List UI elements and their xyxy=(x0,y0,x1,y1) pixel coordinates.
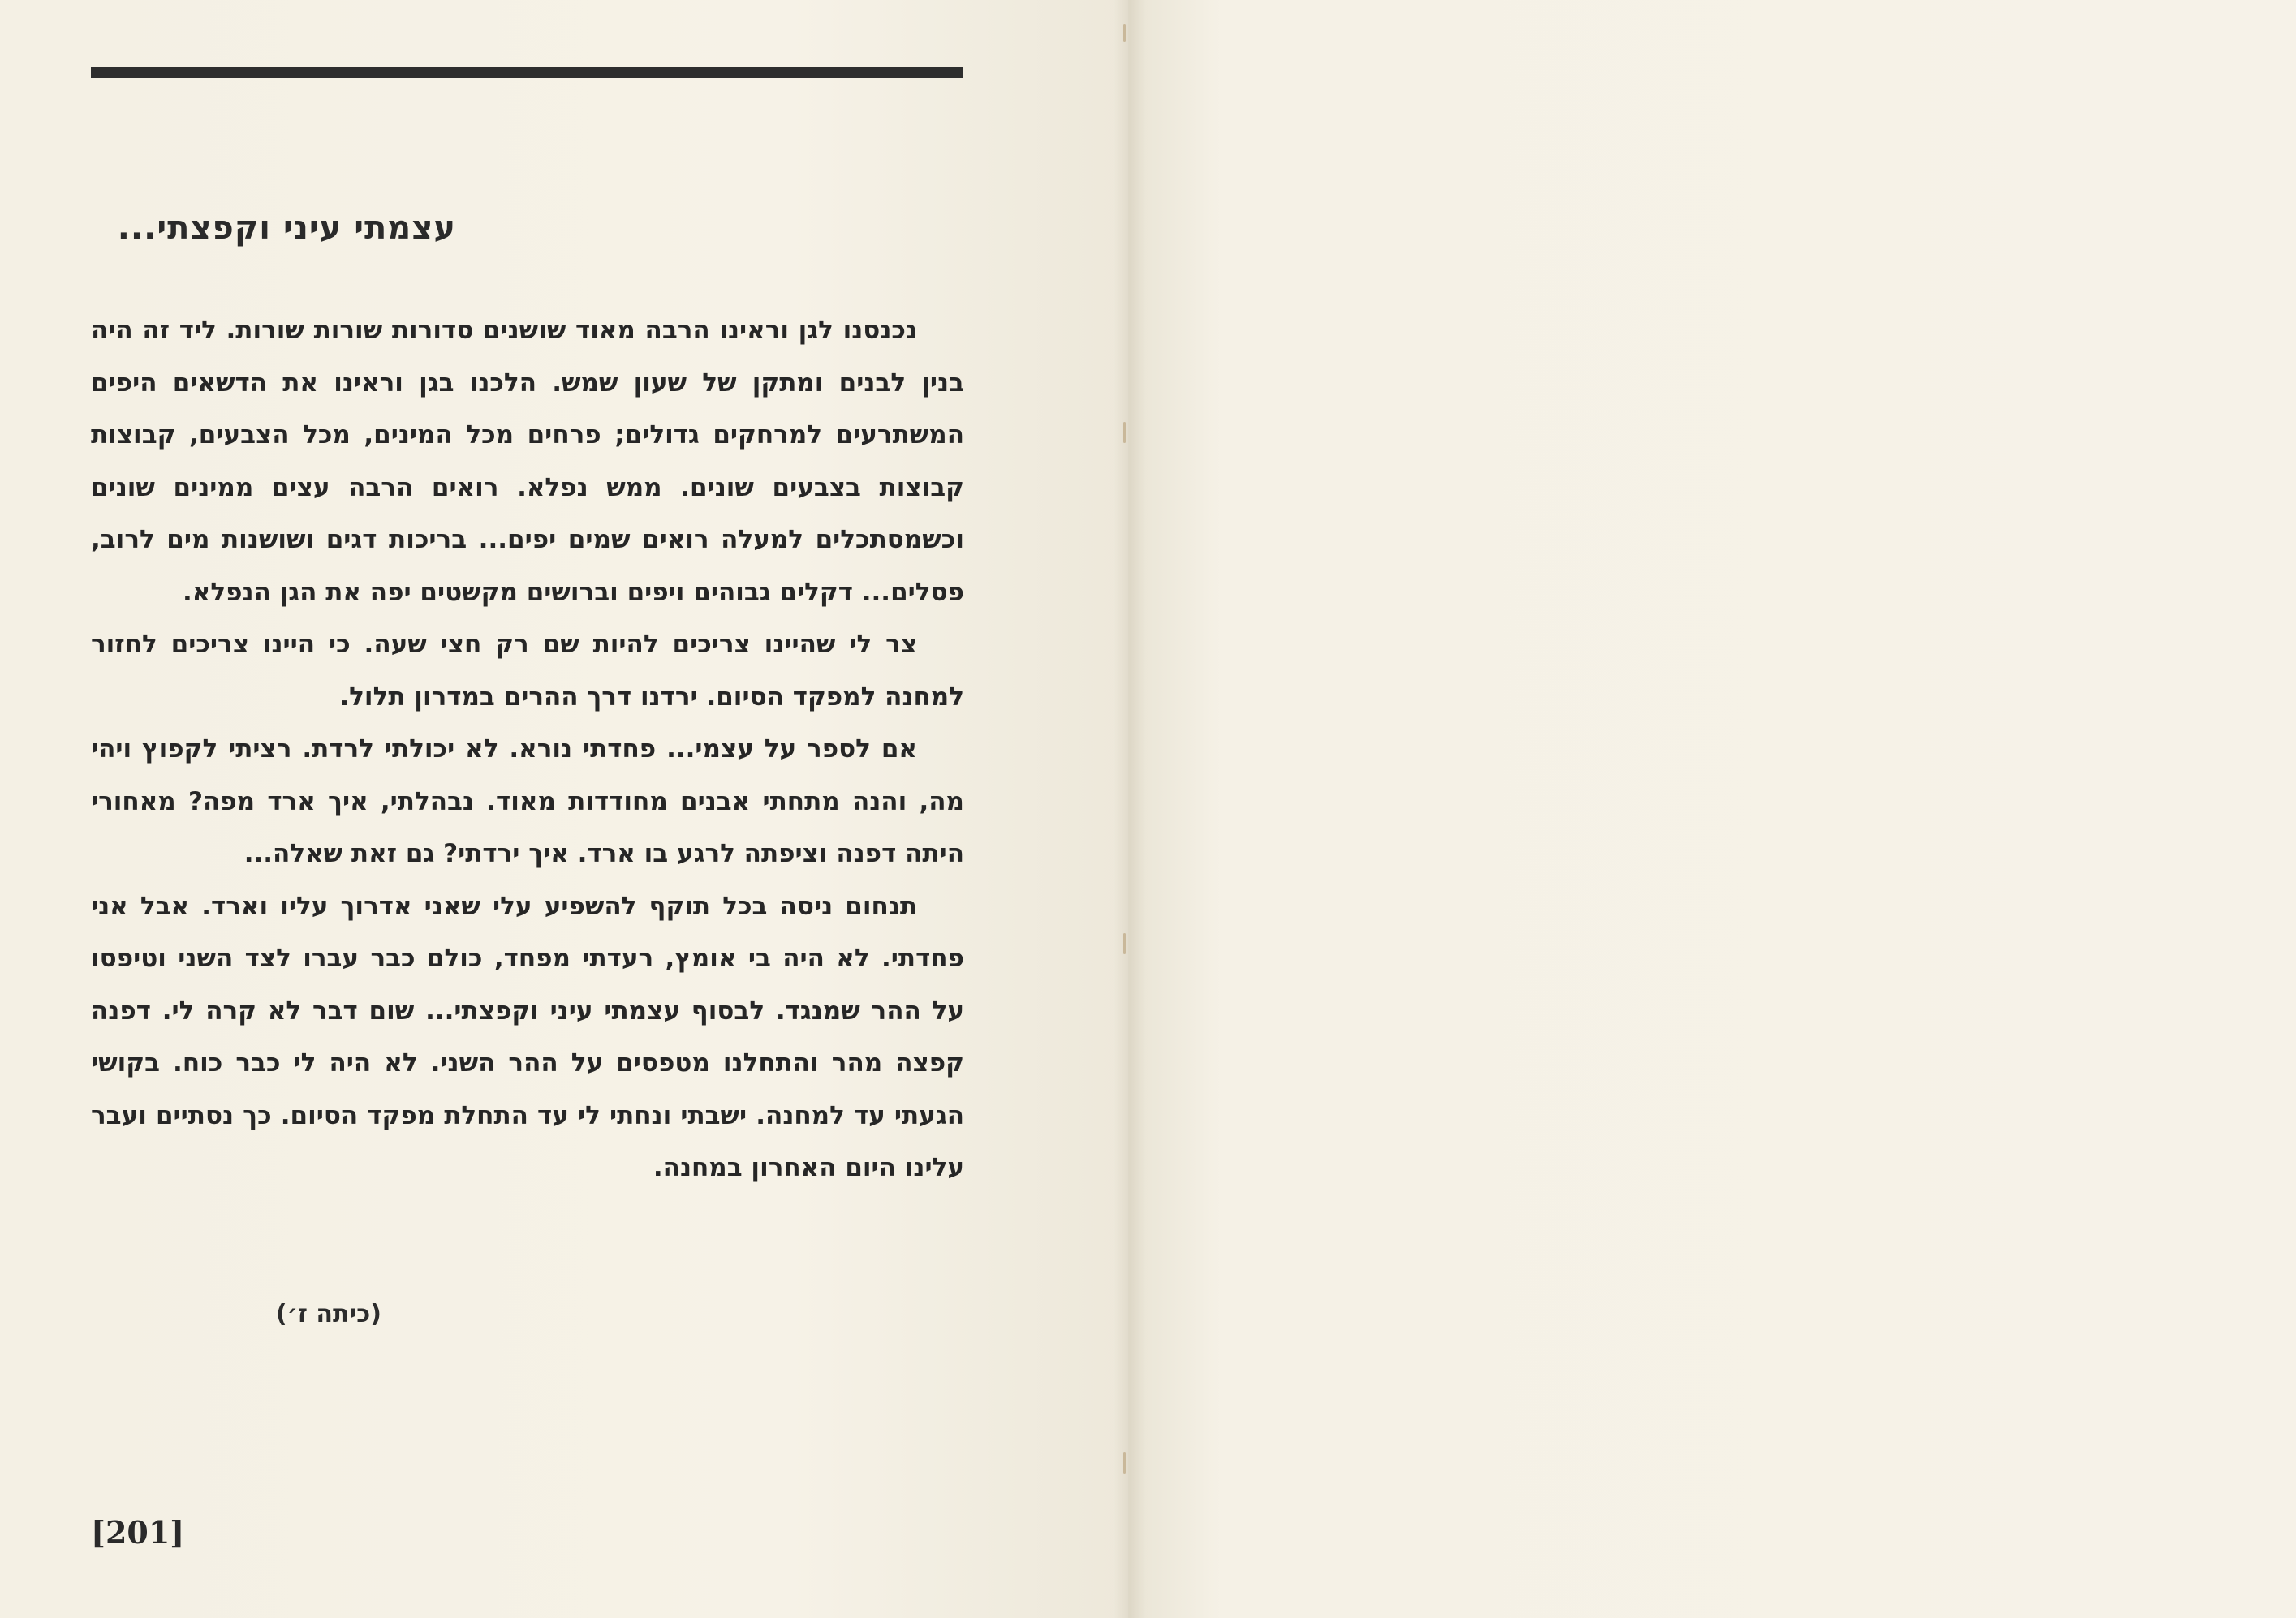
right-page xyxy=(1128,0,2296,1618)
binding-stitch xyxy=(1123,933,1126,954)
paragraph: צר לי שהיינו צריכים להיות שם רק חצי שעה. כי היינו צריכים לחזור למחנה למפקד הסיום. ירדנו דרך ההרים במדרון תלול. xyxy=(91,630,964,712)
paragraph: אם לספר על עצמי... פחדתי נורא. לא יכולתי לרדת. רציתי לקפוץ ויהי מה, והנה מתחתי אבנים מחודדות מאוד. נבהלתי, איך ארד מפה? מאחורי היתה דפנה וציפתה לרגע בו ארד. איך ירדתי? גם זאת שאלה... xyxy=(91,734,964,868)
story-body xyxy=(91,304,964,1194)
binding-stitch xyxy=(1123,24,1126,42)
author-class-attribution: (כיתה ז׳) xyxy=(275,1300,381,1328)
book-gutter xyxy=(1114,0,1146,1618)
left-page xyxy=(0,0,1128,1618)
story-title: עצמתי עיני וקפצתי... xyxy=(117,209,456,247)
binding-stitch xyxy=(1123,1452,1126,1474)
paragraph: תנחום ניסה בכל תוקף להשפיע עלי שאני אדרוך עליו וארד. אבל אני פחדתי. לא היה בי אומץ, רעדתי מפחד, כולם כבר עברו לצד השני וטיפסו על ההר שמנגד. לבסוף עצמתי עיני וקפצתי... שום דבר לא קרה לי. דפנה קפצה מהר והתחלנו מטפסים על ההר השני. לא היה לי כבר כוח. בקושי הגעתי עד למחנה. ישבתי ונחתי לי עד התחלת מפקד הסיום. כך נסתיים ועבר עלינו היום האחרון במחנה. xyxy=(91,891,964,1182)
paragraph: נכנסנו לגן וראינו הרבה מאוד שושנים סדורות שורות שורות. ליד זה היה בנין לבנים ומתקן של שעון שמש. הלכנו בגן וראינו את הדשאים היפים המשתרעים למרחקים גדולים; פרחים מכל המינים, מכל הצבעים, קבוצות קבוצות בצבעים שונים. ממש נפלא. רואים הרבה עצים ממינים שונים וכשמסתכלים למעלה רואים שמים יפים... בריכות דגים ושושנות מים לרוב, פסלים... דקלים גבוהים ויפים וברושים מקשטים יפה את הגן הנפלא. xyxy=(91,316,964,607)
top-rule xyxy=(91,67,963,78)
page-number: [201] xyxy=(91,1514,185,1551)
binding-stitch xyxy=(1123,422,1126,443)
